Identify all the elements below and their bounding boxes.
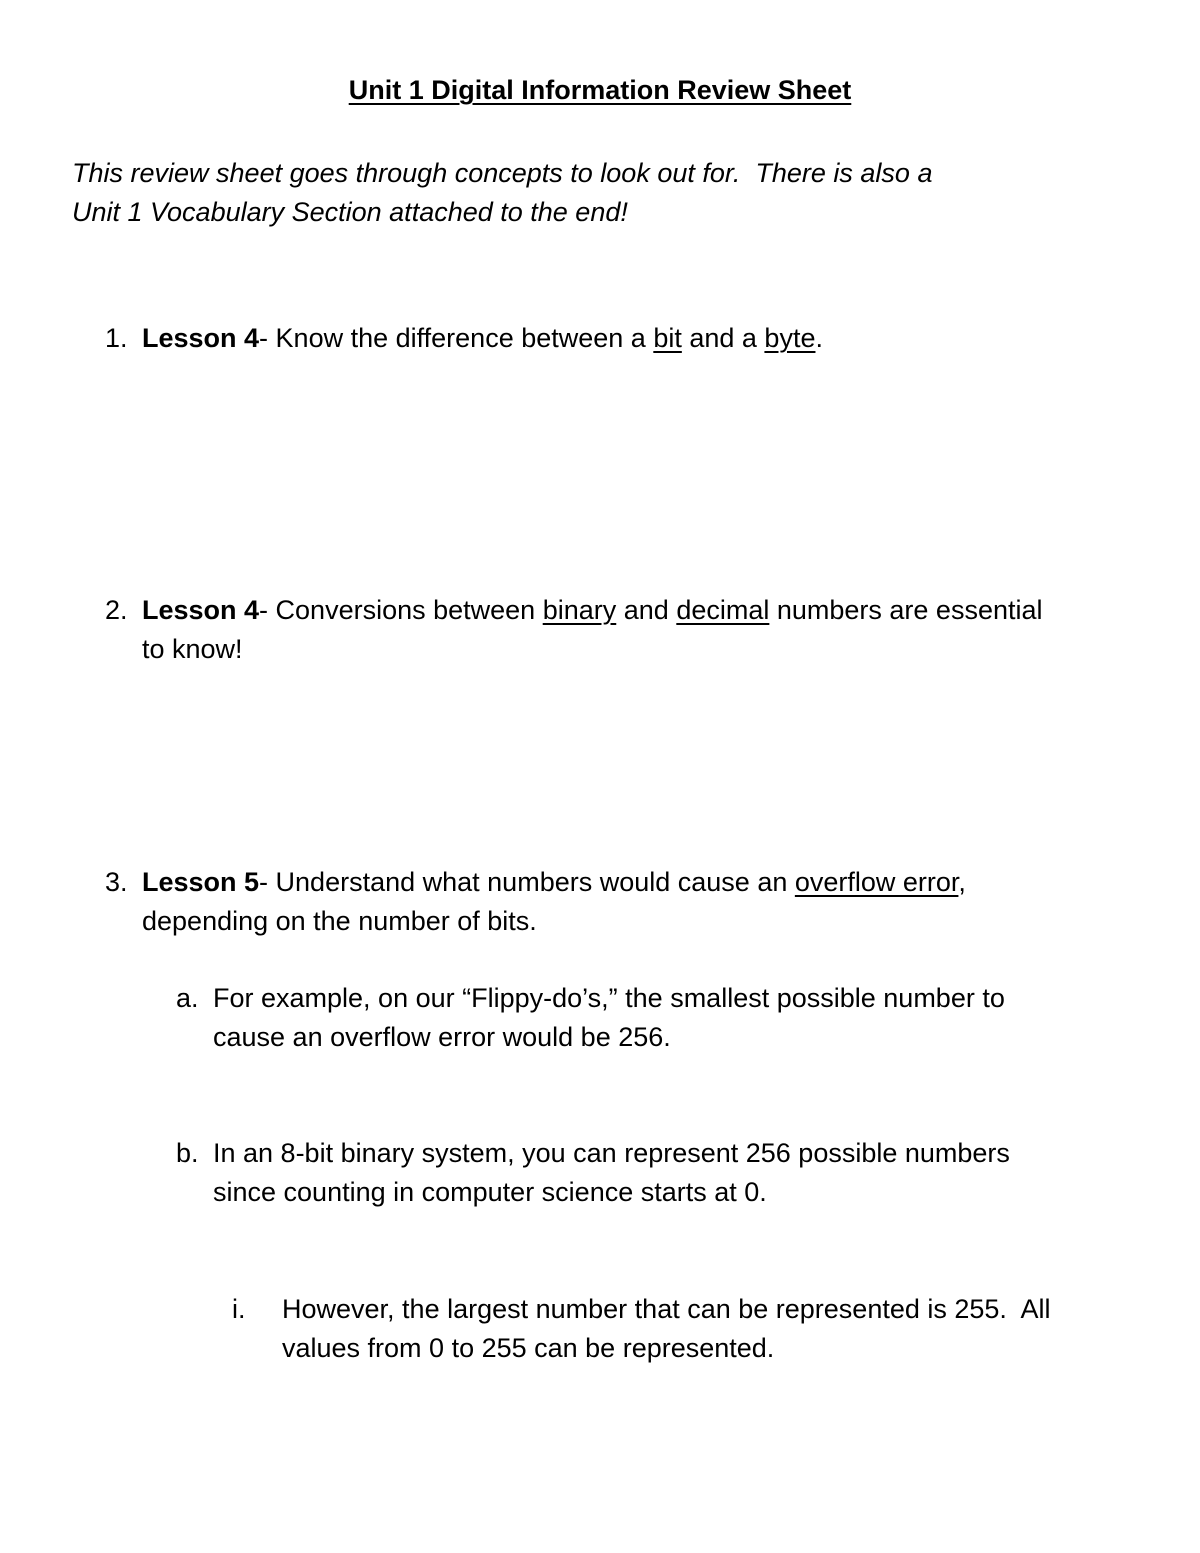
term-byte: byte [764,323,816,353]
sub-sub-list-item-text: However, the largest number that can be represented is 255. All [282,1294,1051,1324]
sub-list-item-text: For example, on our “Flippy-do’s,” the smallest possible number to [213,983,1005,1013]
sub-list-item-marker: a. [176,983,199,1013]
lesson-label: Lesson 4 [142,595,260,625]
intro-paragraph [72,154,1132,232]
sub-list-item-text-line-2: cause an overflow error would be 256. [213,1022,671,1052]
intro-line-1: This review sheet goes through concepts to look out for. There is also a [72,158,933,188]
term-bit: bit [653,323,682,353]
lesson-label: Lesson 5 [142,867,260,897]
sub-sub-list-item-marker: i. [232,1294,246,1324]
lesson-label: Lesson 4 [142,323,260,353]
sub-list-item-text-line-2: since counting in computer science starts at 0. [213,1177,767,1207]
list-item-text-line-2: to know! [142,634,243,664]
sub-list-item-text: In an 8-bit binary system, you can represent 256 possible numbers [213,1138,1010,1168]
term-binary: binary [542,595,617,625]
list-item-text: Lesson 4- Know the difference between a bit and a byte. [142,323,823,353]
list-item-marker: 2. [105,595,128,625]
page-title: Unit 1 Digital Information Review Sheet [348,75,852,105]
sub-sub-list-item-text-line-2: values from 0 to 255 can be represented. [282,1333,775,1363]
intro-line-2: Unit 1 Vocabulary Section attached to the end! [72,197,628,227]
term-overflow-error: overflow error [794,867,959,897]
list-item-text-line-2: depending on the number of bits. [142,906,537,936]
list-item-text: Lesson 4- Conversions between binary and decimal numbers are essential [142,595,1043,625]
list-item-marker: 1. [105,323,128,353]
list-item-marker: 3. [105,867,128,897]
sub-list-item-marker: b. [176,1138,199,1168]
term-decimal: decimal [676,595,770,625]
list-item-text: Lesson 5- Understand what numbers would cause an overflow error, [142,867,966,897]
